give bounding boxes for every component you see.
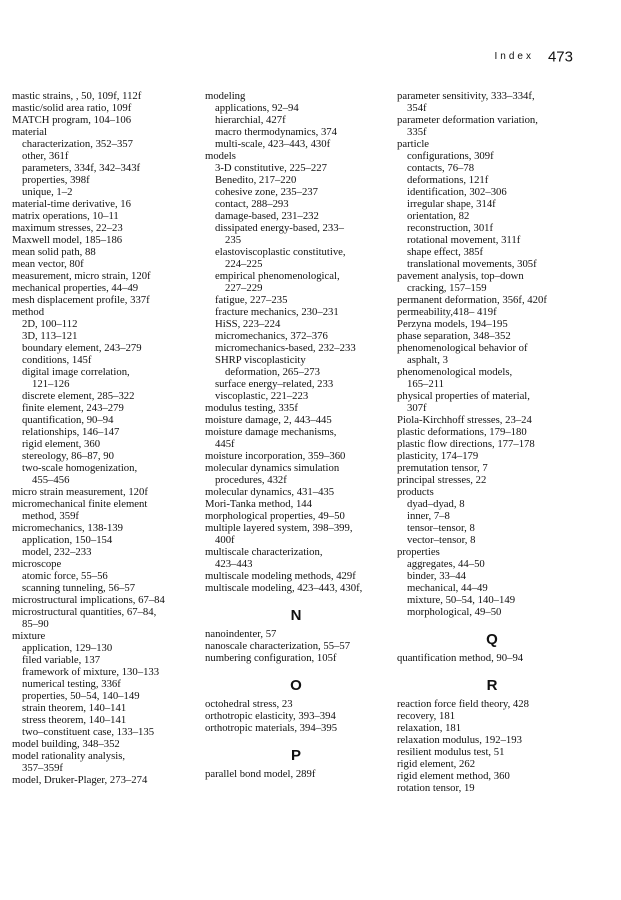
index-subentry: 235 [225, 234, 242, 246]
index-subentry: 335f [407, 126, 427, 138]
index-subentry: procedures, 432f [215, 474, 287, 486]
index-entry: modulus testing, 335f [205, 402, 298, 414]
index-subentry: deformation, 265–273 [225, 366, 320, 378]
index-subentry: digital image correlation, [22, 366, 130, 378]
index-subentry: identification, 302–306 [407, 186, 507, 198]
index-subentry: stereology, 86–87, 90 [22, 450, 114, 462]
index-entry: pavement analysis, top–down [397, 270, 524, 282]
index-subentry: cohesive zone, 235–237 [215, 186, 318, 198]
index-subentry: HiSS, 223–224 [215, 318, 281, 330]
index-subentry: other, 361f [22, 150, 69, 162]
index-entry: permanent deformation, 356f, 420f [397, 294, 547, 306]
index-subentry: 85–90 [22, 618, 49, 630]
index-subentry: conditions, 145f [22, 354, 92, 366]
index-entry: multiple layered system, 398–399, [205, 522, 353, 534]
index-entry: nanoindenter, 57 [205, 628, 277, 640]
index-entry: recovery, 181 [397, 710, 456, 722]
index-entry: particle [397, 138, 430, 150]
index-subentry: damage-based, 231–232 [215, 210, 319, 222]
index-entry: moisture damage mechanisms, [205, 426, 337, 438]
index-entry: numbering configuration, 105f [205, 652, 337, 664]
index-entry: mean vector, 80f [12, 258, 84, 270]
index-subentry: tensor–tensor, 8 [407, 522, 475, 534]
index-entry: microscope [12, 558, 62, 570]
index-entry: micro strain measurement, 120f [12, 486, 148, 498]
index-subentry: method, 359f [22, 510, 79, 522]
index-entry: rigid element, 262 [397, 758, 476, 770]
index-subentry: 224–225 [225, 258, 263, 270]
index-subentry: hierarchial, 427f [215, 114, 286, 126]
running-head-label: Index [494, 51, 534, 63]
index-entry: multiscale modeling methods, 429f [205, 570, 356, 582]
index-subentry: 227–229 [225, 282, 263, 294]
index-entry: properties [397, 546, 440, 558]
index-column-2 [205, 90, 387, 780]
index-subentry: contacts, 76–78 [407, 162, 475, 174]
index-subentry: two-scale homogenization, [22, 462, 138, 474]
index-entry: moisture damage, 2, 443–445 [205, 414, 332, 426]
index-entry: matrix operations, 10–11 [12, 210, 119, 222]
index-subentry: unique, 1–2 [22, 186, 73, 198]
index-subentry: scanning tunneling, 56–57 [22, 582, 136, 594]
index-subentry: asphalt, 3 [407, 354, 448, 366]
index-subentry: viscoplastic, 221–223 [215, 390, 309, 402]
section-letter: Q [486, 631, 498, 648]
index-subentry: filed variable, 137 [22, 654, 101, 666]
section-letter: O [290, 677, 302, 694]
index-subentry: macro thermodynamics, 374 [215, 126, 337, 138]
index-entry: morphological properties, 49–50 [205, 510, 345, 522]
index-entry: model building, 348–352 [12, 738, 120, 750]
index-entry: maximum stresses, 22–23 [12, 222, 123, 234]
index-subentry: SHRP viscoplasticity [215, 354, 306, 366]
index-subentry: atomic force, 55–56 [22, 570, 108, 582]
index-subentry: parameters, 334f, 342–343f [22, 162, 141, 174]
index-subentry: empirical phenomenological, [215, 270, 340, 282]
index-entry: nanoscale characterization, 55–57 [205, 640, 351, 652]
index-subentry: aggregates, 44–50 [407, 558, 485, 570]
index-entry: resilient modulus test, 51 [397, 746, 505, 758]
index-entry: phase separation, 348–352 [397, 330, 511, 342]
index-subentry: translational movements, 305f [407, 258, 537, 270]
index-entry: parameter sensitivity, 333–334f, [397, 90, 535, 102]
index-entry: models [205, 150, 236, 162]
index-subentry: vector–tensor, 8 [407, 534, 476, 546]
index-entry: quantification method, 90–94 [397, 652, 524, 664]
section-letter: R [486, 677, 498, 694]
index-entry: micromechanical finite element [12, 498, 148, 510]
index-subentry: finite element, 243–279 [22, 402, 124, 414]
index-subentry: 3D, 113–121 [22, 330, 78, 342]
index-subentry: Benedito, 217–220 [215, 174, 297, 186]
index-subentry: dissipated energy-based, 233– [215, 222, 344, 234]
index-entry: phenomenological behavior of [397, 342, 528, 354]
index-subentry: 307f [407, 402, 427, 414]
index-subentry: framework of mixture, 130–133 [22, 666, 160, 678]
index-entry: plastic deformations, 179–180 [397, 426, 527, 438]
index-entry: mastic strains, , 50, 109f, 112f [12, 90, 142, 102]
index-entry: Mori-Tanka method, 144 [205, 498, 312, 510]
index-subentry: application, 129–130 [22, 642, 113, 654]
index-subentry: boundary element, 243–279 [22, 342, 142, 354]
index-subentry: application, 150–154 [22, 534, 113, 546]
index-entry: parameter deformation variation, [397, 114, 538, 126]
index-subentry: 354f [407, 102, 427, 114]
index-entry: Perzyna models, 194–195 [397, 318, 508, 330]
index-entry: multiscale characterization, [205, 546, 323, 558]
index-entry: plasticity, 174–179 [397, 450, 479, 462]
index-entry: premutation tensor, 7 [397, 462, 488, 474]
index-subentry: contact, 288–293 [215, 198, 289, 210]
index-entry: mesh displacement profile, 337f [12, 294, 150, 306]
index-entry: mechanical properties, 44–49 [12, 282, 139, 294]
index-subentry: 121–126 [32, 378, 70, 390]
index-subentry: orientation, 82 [407, 210, 470, 222]
index-subentry: fracture mechanics, 230–231 [215, 306, 339, 318]
index-subentry: 455–456 [32, 474, 70, 486]
index-entry: molecular dynamics, 431–435 [205, 486, 335, 498]
index-entry: material-time derivative, 16 [12, 198, 131, 210]
index-entry: moisture incorporation, 359–360 [205, 450, 346, 462]
index-subentry: deformations, 121f [407, 174, 489, 186]
index-entry: parallel bond model, 289f [205, 768, 316, 780]
index-subentry: elastoviscoplastic constitutive, [215, 246, 346, 258]
index-subentry: 357–359f [22, 762, 63, 774]
index-subentry: discrete element, 285–322 [22, 390, 135, 402]
index-entry: material [12, 126, 48, 138]
index-subentry: irregular shape, 314f [407, 198, 496, 210]
index-subentry: multi-scale, 423–443, 430f [215, 138, 331, 150]
index-subentry: quantification, 90–94 [22, 414, 114, 426]
index-subentry: 165–211 [407, 378, 445, 390]
index-entry: microstructural quantities, 67–84, [12, 606, 157, 618]
index-entry: multiscale modeling, 423–443, 430f, [205, 582, 363, 594]
index-entry: mastic/solid area ratio, 109f [12, 102, 132, 114]
index-subentry: model, 232–233 [22, 546, 92, 558]
index-subentry: configurations, 309f [407, 150, 494, 162]
index-entry: model, Druker-Plager, 273–274 [12, 774, 148, 786]
index-entry: mean solid path, 88 [12, 246, 96, 258]
index-entry: molecular dynamics simulation [205, 462, 340, 474]
index-subentry: binder, 33–44 [407, 570, 466, 582]
index-subentry: reconstruction, 301f [407, 222, 494, 234]
index-subentry: mechanical, 44–49 [407, 582, 488, 594]
index-entry: physical properties of material, [397, 390, 530, 402]
index-entry: reaction force field theory, 428 [397, 698, 529, 710]
index-subentry: fatigue, 227–235 [215, 294, 288, 306]
index-subentry: morphological, 49–50 [407, 606, 502, 618]
index-column-1 [12, 90, 194, 786]
section-letter: N [290, 607, 302, 624]
index-subentry: micromechanics-based, 232–233 [215, 342, 356, 354]
index-subentry: rotational movement, 311f [407, 234, 521, 246]
index-entry: model rationality analysis, [12, 750, 126, 762]
index-subentry: two–constituent case, 133–135 [22, 726, 155, 738]
index-entry: orthotropic materials, 394–395 [205, 722, 338, 734]
index-subentry: stress theorem, 140–141 [22, 714, 127, 726]
index-subentry: shape effect, 385f [407, 246, 484, 258]
index-entry: permeability,418– 419f [397, 306, 497, 318]
index-entry: method [12, 306, 45, 318]
index-entry: mixture [12, 630, 46, 642]
index-subentry: 445f [215, 438, 235, 450]
index-entry: MATCH program, 104–106 [12, 114, 132, 126]
index-entry: octohedral stress, 23 [205, 698, 293, 710]
index-entry: relaxation modulus, 192–193 [397, 734, 522, 746]
index-subentry: properties, 398f [22, 174, 90, 186]
index-entry: rigid element method, 360 [397, 770, 510, 782]
index-entry: rotation tensor, 19 [397, 782, 475, 794]
index-subentry: inner, 7–8 [407, 510, 450, 522]
index-subentry: mixture, 50–54, 140–149 [407, 594, 516, 606]
index-entry: Maxwell model, 185–186 [12, 234, 123, 246]
index-subentry: 423–443 [215, 558, 253, 570]
index-entry: microstructural implications, 67–84 [12, 594, 165, 606]
index-subentry: 3-D constitutive, 225–227 [215, 162, 327, 174]
index-entry: modeling [205, 90, 246, 102]
index-entry: products [397, 486, 434, 498]
index-entry: orthotropic elasticity, 393–394 [205, 710, 336, 722]
index-subentry: surface energy–related, 233 [215, 378, 334, 390]
index-subentry: micromechanics, 372–376 [215, 330, 328, 342]
index-subentry: strain theorem, 140–141 [22, 702, 127, 714]
index-subentry: numerical testing, 336f [22, 678, 121, 690]
index-subentry: characterization, 352–357 [22, 138, 133, 150]
index-entry: relaxation, 181 [397, 722, 462, 734]
section-letter: P [290, 747, 301, 764]
index-subentry: 400f [215, 534, 235, 546]
index-entry: measurement, micro strain, 120f [12, 270, 151, 282]
index-subentry: dyad–dyad, 8 [407, 498, 465, 510]
page-header [495, 48, 574, 66]
index-subentry: properties, 50–54, 140–149 [22, 690, 140, 702]
index-subentry: cracking, 157–159 [407, 282, 487, 294]
index-column-3 [397, 90, 587, 794]
page-number: 473 [547, 48, 573, 66]
index-entry: principal stresses, 22 [397, 474, 487, 486]
index-entry: plastic flow directions, 177–178 [397, 438, 535, 450]
index-entry: micromechanics, 138-139 [12, 522, 123, 534]
index-subentry: applications, 92–94 [215, 102, 299, 114]
index-entry: phenomenological models, [397, 366, 513, 378]
index-subentry: 2D, 100–112 [22, 318, 78, 330]
index-subentry: relationships, 146–147 [22, 426, 120, 438]
index-entry: Piola-Kirchhoff stresses, 23–24 [397, 414, 532, 426]
index-subentry: rigid element, 360 [22, 438, 101, 450]
